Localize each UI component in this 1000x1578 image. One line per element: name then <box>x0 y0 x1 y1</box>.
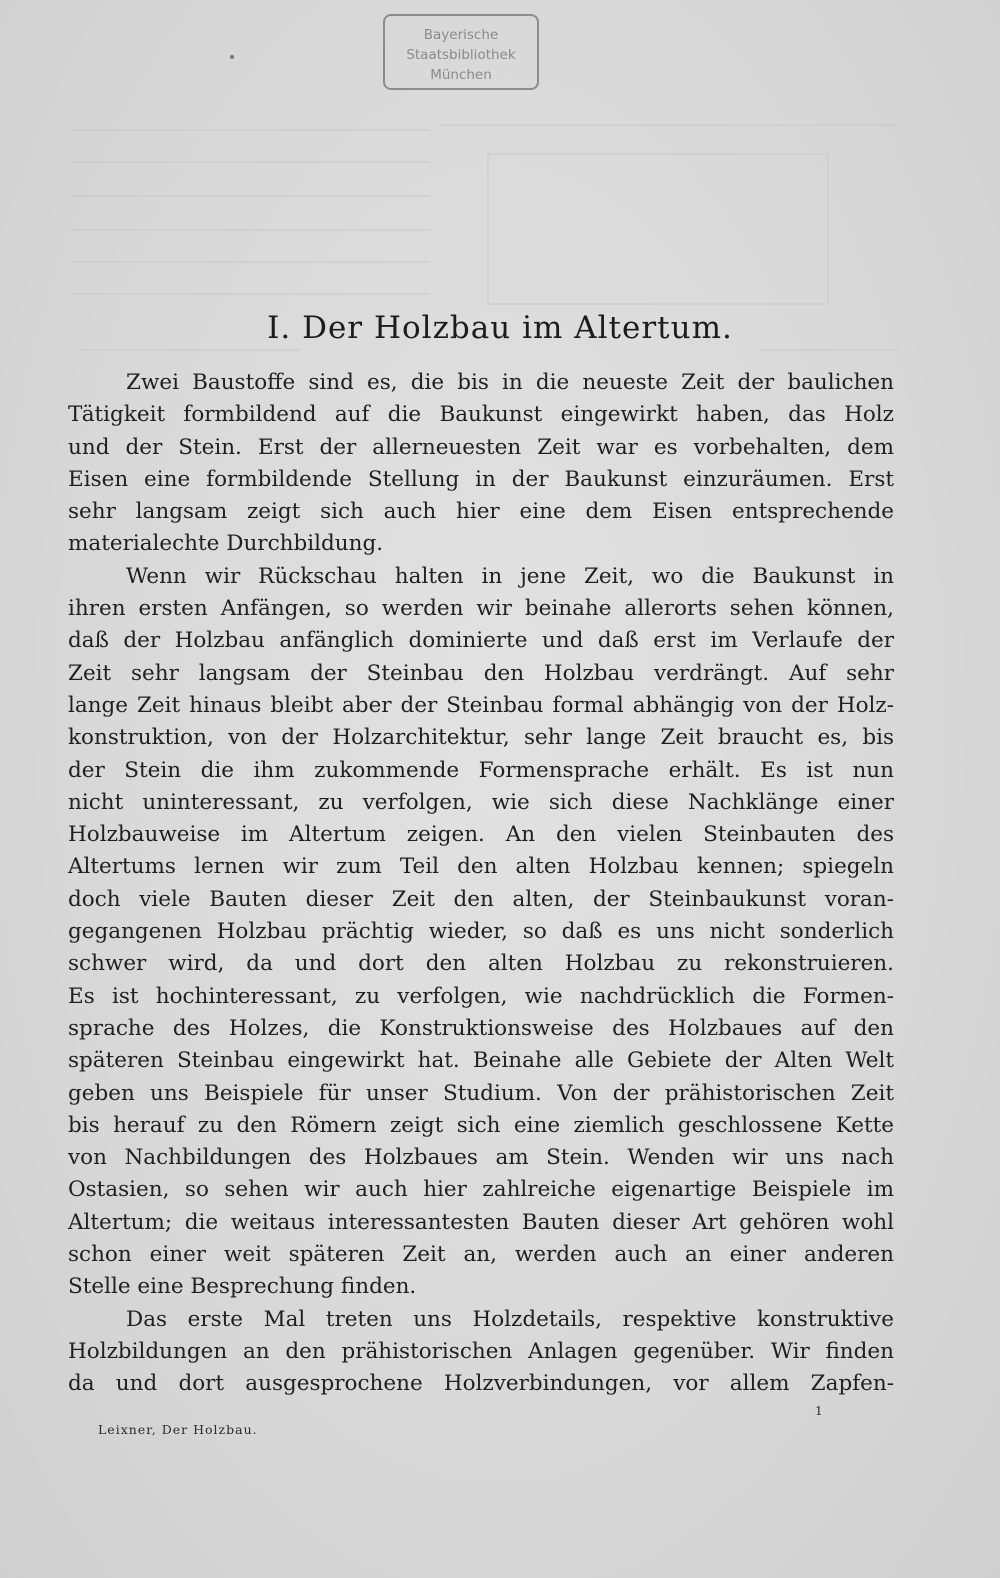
text-line: materialechte Durchbildung. <box>68 531 384 557</box>
paragraph-2 <box>68 561 894 1304</box>
text-line: Wenn wir Rückschau halten in jene Zeit, wo die Baukunst in <box>126 563 894 589</box>
text-line: konstruktion, von der Holzarchitektur, sehr lange Zeit braucht es, bis <box>68 725 894 751</box>
stamp-line-3: München <box>430 67 492 83</box>
text-line: sehr langsam zeigt sich auch hier eine dem Eisen entsprechende <box>68 499 894 525</box>
text-line: Stelle eine Besprechung finden. <box>68 1274 417 1300</box>
text-line: Tätigkeit formbildend auf die Baukunst eingewirkt haben, das Holz <box>68 402 894 428</box>
text-line: schon einer weit späteren Zeit an, werden auch an einer anderen <box>68 1242 894 1268</box>
text-line: Das erste Mal treten uns Holzdetails, respektive konstruktive <box>126 1306 894 1332</box>
text-line: Altertums lernen wir zum Teil den alten Holzbau kennen; spiegeln <box>68 854 894 880</box>
text-line: Es ist hochinteressant, zu verfolgen, wie nachdrücklich die Formen- <box>68 983 894 1009</box>
text-line: ihren ersten Anfängen, so werden wir beinahe allerorts sehen können, <box>68 596 894 622</box>
text-line: lange Zeit hinaus bleibt aber der Steinbau formal abhängig von der Holz- <box>68 692 894 718</box>
stamp-line-1: Bayerische <box>423 27 499 43</box>
text-line: bis herauf zu den Römern zeigt sich eine ziemlich geschlossene Kette <box>68 1112 894 1138</box>
text-line: da und dort ausgesprochene Holzverbindungen, vor allem Zapfen- <box>68 1371 894 1397</box>
text-line: daß der Holzbau anfänglich dominierte und daß erst im Verlaufe der <box>68 628 894 654</box>
text-line: späteren Steinbau eingewirkt hat. Beinahe alle Gebiete der Alten Welt <box>68 1048 894 1074</box>
body-text <box>68 367 894 1401</box>
text-line: nicht uninteressant, zu verfolgen, wie sich diese Nachklänge einer <box>68 789 894 815</box>
text-line: geben uns Beispiele für unser Studium. Von der prähistorischen Zeit <box>68 1080 894 1106</box>
text-line: Altertum; die weitaus interessantesten Bauten dieser Art gehören wohl <box>68 1209 894 1235</box>
text-line: Zwei Baustoffe sind es, die bis in die neueste Zeit der baulichen <box>126 370 894 395</box>
text-line: Eisen eine formbildende Stellung in der Baukunst einzuräumen. Erst <box>68 466 894 492</box>
paragraph-1 <box>68 367 894 561</box>
text-line: und der Stein. Erst der allerneuesten Zeit war es vorbehalten, dem <box>68 434 894 460</box>
sheet-number: 1 <box>815 1404 823 1418</box>
stamp-line-2: Staatsbibliothek <box>406 47 516 63</box>
text-line: Holzbauweise im Altertum zeigen. An den vielen Steinbauten des <box>68 822 894 848</box>
text-line: Zeit sehr langsam der Steinbau den Holzbau verdrängt. Auf sehr <box>68 660 894 686</box>
chapter-title: I. Der Holzbau im Altertum. <box>267 310 733 346</box>
paragraph-3 <box>68 1304 894 1401</box>
text-line: Ostasien, so sehen wir auch hier zahlreiche eigenartige Beispiele im <box>68 1177 894 1203</box>
text-line: der Stein die ihm zukommende Formensprache erhält. Es ist nun <box>68 757 894 783</box>
ink-dot <box>230 55 234 59</box>
sheet-signature: Leixner, Der Holzbau. <box>98 1422 258 1437</box>
text-line: Holzbildungen an den prähistorischen Anlagen gegenüber. Wir finden <box>68 1338 894 1364</box>
text-line: von Nachbildungen des Holzbaues am Stein. Wenden wir uns nach <box>68 1145 894 1171</box>
text-line: doch viele Bauten dieser Zeit den alten, der Steinbaukunst voran- <box>68 886 894 912</box>
library-stamp <box>383 14 539 90</box>
text-line: schwer wird, da und dort den alten Holzbau zu rekonstruieren. <box>68 951 894 977</box>
text-line: sprache des Holzes, die Konstruktionsweise des Holzbaues auf den <box>68 1015 894 1041</box>
text-line: gegangenen Holzbau prächtig wieder, so daß es uns nicht sonderlich <box>68 919 894 945</box>
